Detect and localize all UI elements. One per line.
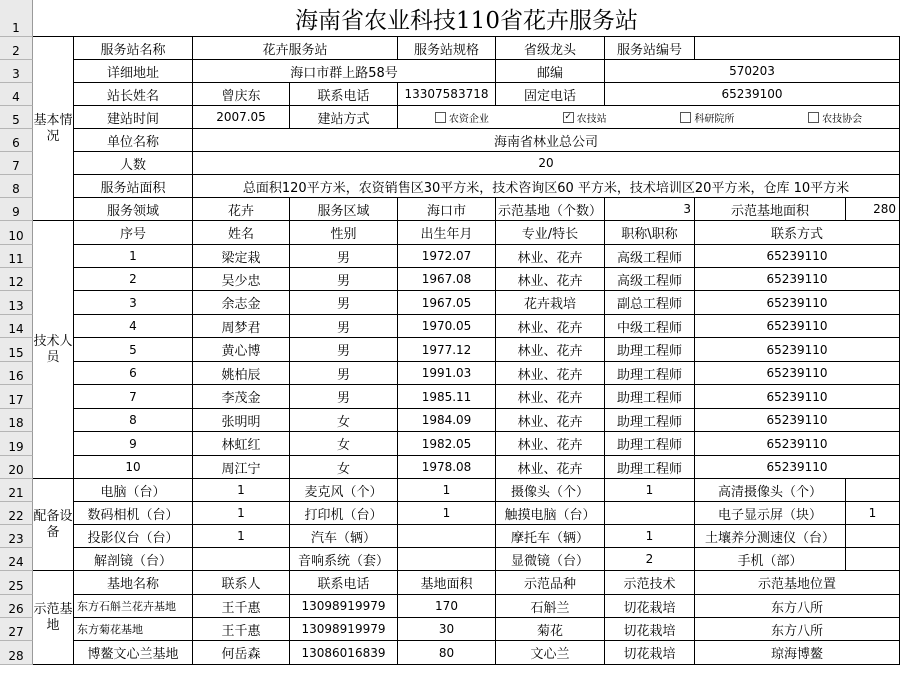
- mode-checkbox[interactable]: [563, 110, 607, 125]
- equipment-label[interactable]: 麦克风（个）: [290, 479, 398, 502]
- phone-label[interactable]: 联系电话: [290, 83, 398, 106]
- row-header[interactable]: 7: [0, 152, 33, 175]
- staff-no[interactable]: 10: [74, 456, 193, 479]
- demo-contact[interactable]: 王千惠: [193, 595, 290, 618]
- equipment-value[interactable]: 2: [605, 548, 695, 571]
- spec-label[interactable]: 服务站规格: [398, 37, 496, 60]
- staff-sex[interactable]: 男: [290, 268, 398, 291]
- staff-no[interactable]: 7: [74, 385, 193, 409]
- unit-label[interactable]: 单位名称: [74, 129, 193, 152]
- demo-variety[interactable]: 文心兰: [496, 641, 605, 665]
- demo-header[interactable]: 联系人: [193, 571, 290, 595]
- equipment-label[interactable]: 手机（部）: [695, 548, 846, 571]
- row-header[interactable]: 23: [0, 525, 33, 548]
- row-header[interactable]: 3: [0, 60, 33, 83]
- staff-title[interactable]: 助理工程师: [605, 432, 695, 456]
- sheet-title[interactable]: 海南省农业科技110省花卉服务站: [33, 0, 900, 37]
- staff-major[interactable]: 林业、花卉: [496, 338, 605, 362]
- row-header[interactable]: 2: [0, 37, 33, 60]
- equipment-label[interactable]: 数码相机（台）: [74, 502, 193, 525]
- field-value[interactable]: 花卉: [193, 198, 290, 221]
- staff-major[interactable]: 林业、花卉: [496, 362, 605, 385]
- equipment-label[interactable]: 汽车（辆）: [290, 525, 398, 548]
- equipment-label[interactable]: 高清摄像头（个）: [695, 479, 846, 502]
- staff-header[interactable]: 出生年月: [398, 221, 496, 245]
- staff-header[interactable]: 专业/特长: [496, 221, 605, 245]
- demo-area[interactable]: 80: [398, 641, 496, 665]
- staff-title[interactable]: 助理工程师: [605, 409, 695, 432]
- row-header[interactable]: 26: [0, 595, 33, 618]
- demo-location[interactable]: 琼海博鳌: [695, 641, 900, 665]
- staff-name[interactable]: 林虹红: [193, 432, 290, 456]
- demo-variety[interactable]: 菊花: [496, 618, 605, 641]
- staff-name[interactable]: 周江宁: [193, 456, 290, 479]
- staff-contact[interactable]: 65239110: [695, 338, 900, 362]
- checkbox-box[interactable]: ✓: [564, 111, 572, 122]
- staff-contact[interactable]: 65239110: [695, 245, 900, 268]
- equipment-value[interactable]: 1: [193, 479, 290, 502]
- station-name-value[interactable]: 花卉服务站: [193, 37, 398, 60]
- address-label[interactable]: 详细地址: [74, 60, 193, 83]
- equipment-value[interactable]: [846, 548, 900, 571]
- demo-header[interactable]: 基地面积: [398, 571, 496, 595]
- equipment-label[interactable]: 摄像头（个）: [496, 479, 605, 502]
- landline-value[interactable]: 65239100: [605, 83, 900, 106]
- row-header[interactable]: 24: [0, 548, 33, 571]
- row-header[interactable]: 6: [0, 129, 33, 152]
- staff-sex[interactable]: 男: [290, 291, 398, 315]
- equipment-value[interactable]: 1: [398, 479, 496, 502]
- staff-no[interactable]: 1: [74, 245, 193, 268]
- equipment-label[interactable]: 投影仪台（台）: [74, 525, 193, 548]
- staff-name[interactable]: 黄心博: [193, 338, 290, 362]
- head-value[interactable]: 曾庆东: [193, 83, 290, 106]
- staff-no[interactable]: 4: [74, 315, 193, 338]
- demo-area[interactable]: 170: [398, 595, 496, 618]
- staff-sex[interactable]: 女: [290, 409, 398, 432]
- group-demo-bases[interactable]: 示范基地: [33, 571, 74, 665]
- equipment-value[interactable]: 1: [605, 479, 695, 502]
- group-tech-staff[interactable]: 技术人员: [33, 221, 74, 479]
- staff-title[interactable]: 高级工程师: [605, 245, 695, 268]
- phone-value[interactable]: 13307583718: [398, 83, 496, 106]
- row-header[interactable]: 10: [0, 221, 33, 245]
- demo-name[interactable]: 东方石斛兰花卉基地: [74, 595, 193, 618]
- equipment-value[interactable]: [193, 548, 290, 571]
- staff-contact[interactable]: 65239110: [695, 409, 900, 432]
- mode-options[interactable]: [398, 106, 900, 129]
- demo-contact[interactable]: 何岳森: [193, 641, 290, 665]
- demo-tech[interactable]: 切花栽培: [605, 641, 695, 665]
- staff-birth[interactable]: 1978.08: [398, 456, 496, 479]
- equipment-label[interactable]: 显微镜（台）: [496, 548, 605, 571]
- row-header[interactable]: 15: [0, 338, 33, 362]
- row-header[interactable]: 17: [0, 385, 33, 409]
- group-basic-info[interactable]: 基本情况: [33, 37, 74, 221]
- staff-major[interactable]: 林业、花卉: [496, 456, 605, 479]
- demo-location[interactable]: 东方八所: [695, 618, 900, 641]
- staff-major[interactable]: 林业、花卉: [496, 315, 605, 338]
- row-header[interactable]: 14: [0, 315, 33, 338]
- demo-contact[interactable]: 王千惠: [193, 618, 290, 641]
- equipment-label[interactable]: 音响系统（套）: [290, 548, 398, 571]
- equipment-value[interactable]: [398, 548, 496, 571]
- people-label[interactable]: 人数: [74, 152, 193, 175]
- staff-birth[interactable]: 1977.12: [398, 338, 496, 362]
- staff-sex[interactable]: 男: [290, 385, 398, 409]
- row-header[interactable]: 28: [0, 641, 33, 665]
- checkbox-label: 农技站: [576, 113, 607, 125]
- staff-birth[interactable]: 1970.05: [398, 315, 496, 338]
- checkbox-label: 农技协会: [822, 113, 863, 125]
- demo-tech[interactable]: 切花栽培: [605, 618, 695, 641]
- row-header[interactable]: 20: [0, 456, 33, 479]
- staff-birth[interactable]: 1967.08: [398, 268, 496, 291]
- row-header[interactable]: 1: [0, 0, 33, 37]
- equipment-label[interactable]: 触摸电脑（台）: [496, 502, 605, 525]
- checkbox-label: 科研院所: [694, 113, 735, 125]
- mode-checkbox[interactable]: [435, 110, 489, 125]
- area-label[interactable]: 服务站面积: [74, 175, 193, 198]
- row-header[interactable]: 4: [0, 83, 33, 106]
- demo-area-value[interactable]: 280: [846, 198, 900, 221]
- spec-value[interactable]: 省级龙头: [496, 37, 605, 60]
- demo-location[interactable]: 东方八所: [695, 595, 900, 618]
- address-value[interactable]: 海口市群上路58号: [193, 60, 496, 83]
- staff-sex[interactable]: 男: [290, 338, 398, 362]
- row-header[interactable]: 27: [0, 618, 33, 641]
- demo-header[interactable]: 联系电话: [290, 571, 398, 595]
- equipment-label[interactable]: 土壤养分测速仪（台）: [695, 525, 846, 548]
- staff-header[interactable]: 职称\职称: [605, 221, 695, 245]
- code-value[interactable]: [695, 37, 900, 60]
- staff-name[interactable]: 余志金: [193, 291, 290, 315]
- checkbox-label: 农资企业: [448, 113, 489, 125]
- staff-title[interactable]: 助理工程师: [605, 456, 695, 479]
- staff-no[interactable]: 6: [74, 362, 193, 385]
- checkbox-box[interactable]: [435, 112, 446, 123]
- staff-name[interactable]: 张明明: [193, 409, 290, 432]
- staff-sex[interactable]: 女: [290, 432, 398, 456]
- staff-birth[interactable]: 1972.07: [398, 245, 496, 268]
- row-header[interactable]: 8: [0, 175, 33, 198]
- mode-checkbox[interactable]: [680, 110, 734, 125]
- staff-title[interactable]: 助理工程师: [605, 338, 695, 362]
- code-label[interactable]: 服务站编号: [605, 37, 695, 60]
- mode-label[interactable]: 建站方式: [290, 106, 398, 129]
- equipment-value[interactable]: [846, 525, 900, 548]
- staff-contact[interactable]: 65239110: [695, 432, 900, 456]
- row-header[interactable]: 9: [0, 198, 33, 221]
- row-header[interactable]: 22: [0, 502, 33, 525]
- staff-name[interactable]: 姚柏辰: [193, 362, 290, 385]
- staff-title[interactable]: 助理工程师: [605, 362, 695, 385]
- staff-title[interactable]: 副总工程师: [605, 291, 695, 315]
- equipment-label[interactable]: 打印机（台）: [290, 502, 398, 525]
- equipment-value[interactable]: [398, 525, 496, 548]
- staff-major[interactable]: 林业、花卉: [496, 385, 605, 409]
- landline-label[interactable]: 固定电话: [496, 83, 605, 106]
- demo-name[interactable]: 博鳌文心兰基地: [74, 641, 193, 665]
- staff-major[interactable]: 花卉栽培: [496, 291, 605, 315]
- staff-contact[interactable]: 65239110: [695, 456, 900, 479]
- equipment-value[interactable]: 1: [398, 502, 496, 525]
- staff-no[interactable]: 9: [74, 432, 193, 456]
- area-value[interactable]: 总面积120平方米，农资销售区30平方米，技术咨询区60 平方米，技术培训区20平方米，仓库 10平方米: [193, 175, 900, 198]
- region-label[interactable]: 服务区域: [290, 198, 398, 221]
- equipment-value[interactable]: [846, 479, 900, 502]
- staff-contact[interactable]: 65239110: [695, 362, 900, 385]
- postcode-label[interactable]: 邮编: [496, 60, 605, 83]
- equipment-label[interactable]: 电子显示屏（块）: [695, 502, 846, 525]
- equipment-label[interactable]: 摩托车（辆）: [496, 525, 605, 548]
- demo-phone[interactable]: 13098919979: [290, 618, 398, 641]
- demo-area[interactable]: 30: [398, 618, 496, 641]
- row-header[interactable]: 19: [0, 432, 33, 456]
- staff-birth[interactable]: 1984.09: [398, 409, 496, 432]
- demo-header[interactable]: 示范技术: [605, 571, 695, 595]
- staff-contact[interactable]: 65239110: [695, 268, 900, 291]
- staff-header[interactable]: 序号: [74, 221, 193, 245]
- field-label[interactable]: 服务领域: [74, 198, 193, 221]
- staff-birth[interactable]: 1991.03: [398, 362, 496, 385]
- region-value[interactable]: 海口市: [398, 198, 496, 221]
- staff-name[interactable]: 梁定栽: [193, 245, 290, 268]
- equipment-label[interactable]: 电脑（台）: [74, 479, 193, 502]
- demo-phone[interactable]: 13098919979: [290, 595, 398, 618]
- staff-name[interactable]: 周梦君: [193, 315, 290, 338]
- demo-count-value[interactable]: 3: [605, 198, 695, 221]
- staff-title[interactable]: 助理工程师: [605, 385, 695, 409]
- staff-header[interactable]: 性别: [290, 221, 398, 245]
- staff-major[interactable]: 林业、花卉: [496, 245, 605, 268]
- staff-header[interactable]: 联系方式: [695, 221, 900, 245]
- staff-contact[interactable]: 65239110: [695, 291, 900, 315]
- staff-birth[interactable]: 1982.05: [398, 432, 496, 456]
- staff-name[interactable]: 吴少忠: [193, 268, 290, 291]
- demo-variety[interactable]: 石斛兰: [496, 595, 605, 618]
- equipment-value[interactable]: 1: [193, 525, 290, 548]
- equipment-label[interactable]: 解剖镜（台）: [74, 548, 193, 571]
- mode-checkbox[interactable]: [808, 110, 862, 125]
- station-name-label[interactable]: 服务站名称: [74, 37, 193, 60]
- staff-major[interactable]: 林业、花卉: [496, 409, 605, 432]
- unit-value[interactable]: 海南省林业总公司: [193, 129, 900, 152]
- row-header[interactable]: 5: [0, 106, 33, 129]
- checkbox-box[interactable]: [680, 112, 691, 123]
- equipment-value[interactable]: [605, 502, 695, 525]
- staff-birth[interactable]: 1967.05: [398, 291, 496, 315]
- equipment-value[interactable]: 1: [605, 525, 695, 548]
- equipment-value[interactable]: 1: [846, 502, 900, 525]
- demo-phone[interactable]: 13086016839: [290, 641, 398, 665]
- staff-sex[interactable]: 男: [290, 245, 398, 268]
- demo-tech[interactable]: 切花栽培: [605, 595, 695, 618]
- row-header[interactable]: 12: [0, 268, 33, 291]
- staff-no[interactable]: 2: [74, 268, 193, 291]
- built-value[interactable]: 2007.05: [193, 106, 290, 129]
- row-header[interactable]: 18: [0, 409, 33, 432]
- staff-header[interactable]: 姓名: [193, 221, 290, 245]
- people-value[interactable]: 20: [193, 152, 900, 175]
- row-header[interactable]: 11: [0, 245, 33, 268]
- demo-area-label[interactable]: 示范基地面积: [695, 198, 846, 221]
- staff-name[interactable]: 李茂金: [193, 385, 290, 409]
- staff-sex[interactable]: 男: [290, 362, 398, 385]
- staff-title[interactable]: 中级工程师: [605, 315, 695, 338]
- staff-major[interactable]: 林业、花卉: [496, 268, 605, 291]
- row-header[interactable]: 25: [0, 571, 33, 595]
- equipment-value[interactable]: 1: [193, 502, 290, 525]
- built-label[interactable]: 建站时间: [74, 106, 193, 129]
- staff-birth[interactable]: 1985.11: [398, 385, 496, 409]
- staff-no[interactable]: 3: [74, 291, 193, 315]
- checkbox-box[interactable]: [808, 112, 819, 123]
- row-header[interactable]: 13: [0, 291, 33, 315]
- demo-count-label[interactable]: 示范基地（个数）: [496, 198, 605, 221]
- head-label[interactable]: 站长姓名: [74, 83, 193, 106]
- demo-header[interactable]: 基地名称: [74, 571, 193, 595]
- demo-header[interactable]: 示范品种: [496, 571, 605, 595]
- staff-sex[interactable]: 女: [290, 456, 398, 479]
- staff-no[interactable]: 8: [74, 409, 193, 432]
- staff-contact[interactable]: 65239110: [695, 385, 900, 409]
- staff-no[interactable]: 5: [74, 338, 193, 362]
- demo-header[interactable]: 示范基地位置: [695, 571, 900, 595]
- staff-sex[interactable]: 男: [290, 315, 398, 338]
- demo-name[interactable]: 东方菊花基地: [74, 618, 193, 641]
- staff-title[interactable]: 高级工程师: [605, 268, 695, 291]
- row-header[interactable]: 21: [0, 479, 33, 502]
- row-header[interactable]: 16: [0, 362, 33, 385]
- staff-major[interactable]: 林业、花卉: [496, 432, 605, 456]
- staff-contact[interactable]: 65239110: [695, 315, 900, 338]
- postcode-value[interactable]: 570203: [605, 60, 900, 83]
- group-equipment[interactable]: 配备设备: [33, 479, 74, 571]
